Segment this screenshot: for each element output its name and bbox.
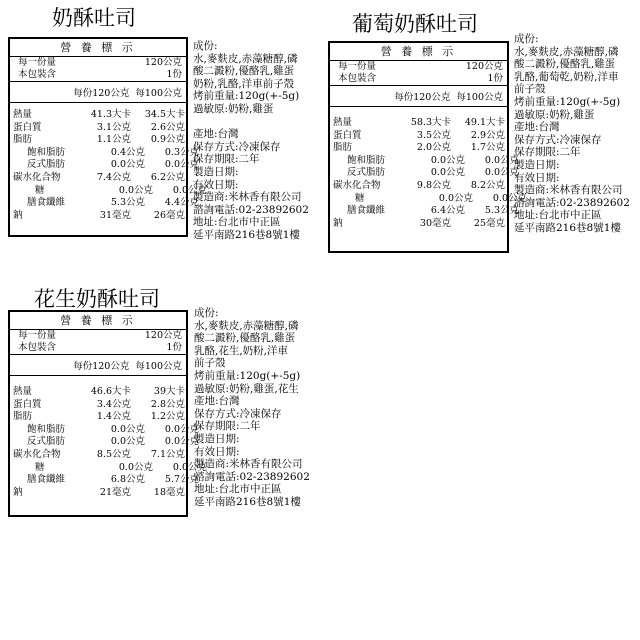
info-line: 保存期限:二年 bbox=[193, 153, 260, 166]
product-title: 葡萄奶酥吐司 bbox=[352, 12, 478, 36]
info-line: 水,麥麩皮,赤藻糖醇,磷 bbox=[193, 52, 298, 65]
nutrient-per-100g: 8.2公克 bbox=[470, 179, 505, 191]
info-line: 酸二澱粉,優酪乳,雞蛋 bbox=[193, 65, 295, 78]
nutrient-per-serving: 21毫克 bbox=[99, 486, 131, 498]
nutrient-name: 糖 bbox=[35, 461, 45, 473]
info-line: 前子殼 bbox=[194, 357, 226, 370]
nutrient-per-100g: 4.4公克 bbox=[164, 197, 199, 209]
serving-size: 120公克 bbox=[465, 61, 503, 72]
info-line: 地址:台北市中正區 bbox=[194, 483, 282, 496]
nutrient-per-serving: 1.4公克 bbox=[96, 411, 131, 423]
info-line: 製造日期: bbox=[194, 432, 240, 445]
nutrient-row bbox=[10, 197, 199, 210]
nutrient-row bbox=[10, 474, 199, 487]
info-line: 成份: bbox=[193, 40, 218, 52]
nutrient-name: 脂肪 bbox=[13, 134, 33, 146]
info-line: 延平南路216巷8號1樓 bbox=[514, 221, 621, 234]
info-line: 過敏原:奶粉,雞蛋,花生 bbox=[194, 382, 299, 395]
info-line: 烤前重量:120g(+-5g) bbox=[193, 90, 300, 103]
nutrient-per-100g: 0.9公克 bbox=[150, 134, 185, 146]
nutrient-per-100g: 0.3公克 bbox=[164, 146, 199, 158]
nutrient-per-100g: 5.3公克 bbox=[484, 205, 519, 217]
info-line: 保存期限:二年 bbox=[514, 146, 581, 159]
nutrient-name: 熱量 bbox=[13, 386, 33, 397]
product-info bbox=[194, 307, 310, 509]
info-line: 延平南路216巷8號1樓 bbox=[193, 228, 300, 241]
info-line: 成份: bbox=[514, 33, 539, 45]
nutrient-per-serving: 6.8公克 bbox=[110, 474, 145, 486]
nutrient-per-100g: 25毫克 bbox=[473, 217, 505, 229]
nutrient-name: 糖 bbox=[355, 192, 365, 204]
nutrient-per-serving: 2.0公克 bbox=[416, 142, 451, 154]
nutrient-row bbox=[10, 449, 186, 462]
info-line: 有效日期: bbox=[193, 178, 239, 191]
nutrient-name: 反式脂肪 bbox=[347, 167, 386, 179]
info-line: 有效日期: bbox=[514, 171, 560, 184]
label-header: 營 養 標 示 bbox=[330, 43, 507, 61]
nutrient-name: 蛋白質 bbox=[13, 121, 42, 133]
info-line: 烤前重量:120g(+-5g) bbox=[514, 95, 621, 108]
col-per-serving: 每份120公克 bbox=[73, 361, 130, 372]
nutrient-per-serving: 9.8公克 bbox=[416, 179, 451, 191]
nutrient-per-100g: 34.5大卡 bbox=[144, 109, 185, 120]
product-title: 奶酥吐司 bbox=[52, 6, 136, 30]
info-line: 製造日期: bbox=[193, 165, 239, 178]
nutrient-per-100g: 49.1大卡 bbox=[464, 117, 505, 128]
nutrient-name: 熱量 bbox=[13, 109, 33, 120]
nutrition-label bbox=[8, 310, 207, 517]
servings: 1份 bbox=[166, 69, 182, 80]
info-line: 水,麥麩皮,赤藻糖醇,磷 bbox=[194, 319, 299, 332]
nutrient-per-100g: 0.0公克 bbox=[492, 192, 527, 204]
info-line: 產地:台灣 bbox=[193, 128, 239, 141]
nutrient-per-serving: 3.4公克 bbox=[96, 398, 131, 410]
serving-size-label: 每一份量 bbox=[18, 330, 57, 341]
info-line: 諮詢電話:02-23892602 bbox=[193, 203, 309, 216]
info-line: 諮詢電話:02-23892602 bbox=[514, 196, 630, 209]
info-line: 延平南路216巷8號1樓 bbox=[194, 495, 301, 508]
servings: 1份 bbox=[487, 73, 503, 84]
nutrient-name: 蛋白質 bbox=[13, 398, 42, 410]
nutrient-row bbox=[10, 399, 186, 412]
nutrient-row bbox=[10, 210, 186, 223]
nutrient-name: 脂肪 bbox=[13, 411, 33, 423]
nutrient-row bbox=[330, 192, 527, 206]
nutrient-per-100g: 0.0公克 bbox=[172, 184, 207, 196]
nutrient-per-serving: 0.4公克 bbox=[110, 146, 145, 158]
nutrient-row bbox=[330, 142, 507, 155]
nutrient-row bbox=[330, 117, 507, 130]
nutrient-name: 鈉 bbox=[333, 217, 343, 229]
info-line: 製造商:米林香有限公司 bbox=[193, 191, 302, 204]
product-title: 花生奶酥吐司 bbox=[34, 287, 160, 311]
nutrient-per-serving: 3.1公克 bbox=[96, 121, 131, 133]
info-line: 過敏原:奶粉,雞蛋 bbox=[514, 108, 595, 121]
nutrient-row bbox=[330, 205, 519, 218]
info-line: 諮詢電話:02-23892602 bbox=[194, 470, 310, 483]
nutrient-name: 熱量 bbox=[333, 117, 353, 128]
nutrient-per-100g: 18毫克 bbox=[153, 486, 185, 498]
info-line: 產地:台灣 bbox=[514, 121, 560, 134]
nutrition-label bbox=[328, 41, 527, 253]
col-per-100g: 每100公克 bbox=[456, 92, 503, 103]
nutrient-row bbox=[10, 184, 207, 198]
servings-label: 本包裝含 bbox=[18, 342, 57, 353]
nutrient-row bbox=[10, 134, 186, 147]
nutrient-row bbox=[10, 159, 199, 172]
nutrient-row bbox=[330, 167, 519, 180]
nutrient-per-serving: 8.5公克 bbox=[96, 448, 131, 460]
nutrient-per-serving: 0.0公克 bbox=[430, 154, 465, 166]
nutrient-per-serving: 7.4公克 bbox=[96, 171, 131, 183]
serving-size: 120公克 bbox=[144, 330, 182, 341]
nutrient-rows bbox=[10, 109, 207, 222]
nutrient-per-serving: 0.0公克 bbox=[118, 461, 153, 473]
info-line: 地址:台北市中正區 bbox=[193, 216, 281, 229]
nutrient-per-100g: 2.6公克 bbox=[150, 121, 185, 133]
nutrient-per-serving: 6.4公克 bbox=[430, 205, 465, 217]
nutrient-name: 飽和脂肪 bbox=[347, 154, 386, 166]
nutrient-name: 鈉 bbox=[13, 209, 23, 221]
nutrient-per-100g: 0.0公克 bbox=[484, 167, 519, 179]
nutrient-per-serving: 0.0公克 bbox=[110, 159, 145, 171]
info-line: 水,麥麩皮,赤藻糖醇,磷 bbox=[514, 45, 619, 58]
nutrient-per-100g: 1.2公克 bbox=[150, 411, 185, 423]
nutrient-row bbox=[330, 180, 507, 193]
nutrient-rows bbox=[330, 117, 527, 230]
nutrient-name: 碳水化合物 bbox=[333, 179, 381, 191]
nutrient-per-serving: 30毫克 bbox=[419, 217, 451, 229]
nutrient-per-100g: 5.7公克 bbox=[164, 474, 199, 486]
nutrient-name: 碳水化合物 bbox=[13, 171, 61, 183]
nutrient-name: 脂肪 bbox=[333, 142, 353, 154]
info-line: 製造日期: bbox=[514, 158, 560, 171]
nutrient-per-serving: 31毫克 bbox=[99, 209, 131, 221]
info-line: 地址:台北市中正區 bbox=[514, 209, 602, 222]
servings-label: 本包裝含 bbox=[338, 73, 377, 84]
nutrient-row bbox=[10, 109, 186, 122]
nutrient-name: 反式脂肪 bbox=[27, 436, 66, 448]
nutrient-per-serving: 0.0公克 bbox=[110, 436, 145, 448]
nutrient-row bbox=[10, 461, 207, 475]
info-line: 酸二澱粉,優酪乳,雞蛋 bbox=[514, 58, 616, 71]
nutrient-row bbox=[10, 423, 199, 437]
info-line: 保存方式:冷凍保存 bbox=[193, 140, 281, 153]
nutrient-per-100g: 2.9公克 bbox=[470, 129, 505, 141]
nutrient-row bbox=[10, 146, 199, 160]
label-header: 營 養 標 示 bbox=[10, 39, 186, 57]
servings: 1份 bbox=[166, 342, 182, 353]
nutrient-name: 碳水化合物 bbox=[13, 448, 61, 460]
nutrient-row bbox=[330, 130, 507, 143]
nutrient-per-100g: 0.0公克 bbox=[164, 423, 199, 435]
nutrient-row bbox=[330, 154, 519, 168]
serving-size-label: 每一份量 bbox=[18, 57, 57, 68]
nutrient-per-100g: 0.0公克 bbox=[172, 461, 207, 473]
nutrient-name: 反式脂肪 bbox=[27, 159, 66, 171]
nutrient-per-100g: 6.2公克 bbox=[150, 171, 185, 183]
info-line: 保存方式:冷凍保存 bbox=[514, 133, 602, 146]
nutrient-per-serving: 0.0公克 bbox=[110, 423, 145, 435]
info-line: 保存方式:冷凍保存 bbox=[194, 407, 282, 420]
nutrient-name: 膳食纖維 bbox=[27, 474, 66, 486]
nutrient-per-100g: 0.0公克 bbox=[484, 154, 519, 166]
info-line: 有效日期: bbox=[194, 445, 240, 458]
info-line: 成份: bbox=[194, 307, 219, 319]
nutrient-per-100g: 0.0公克 bbox=[164, 436, 199, 448]
nutrient-row bbox=[10, 386, 186, 399]
nutrient-per-100g: 39大卡 bbox=[153, 386, 185, 397]
info-line bbox=[193, 116, 309, 129]
nutrient-row bbox=[10, 487, 186, 500]
col-per-serving: 每份120公克 bbox=[73, 88, 130, 99]
nutrient-per-100g: 2.8公克 bbox=[150, 398, 185, 410]
info-line: 烤前重量:120g(+-5g) bbox=[194, 369, 301, 382]
servings-label: 本包裝含 bbox=[18, 69, 57, 80]
nutrient-per-100g: 26毫克 bbox=[153, 209, 185, 221]
product-info bbox=[193, 40, 309, 242]
col-per-100g: 每100公克 bbox=[135, 361, 182, 372]
nutrient-rows bbox=[10, 386, 207, 499]
col-per-100g: 每100公克 bbox=[135, 88, 182, 99]
info-line: 奶粉,乳酪,洋車前子殼 bbox=[193, 77, 295, 90]
nutrient-row bbox=[10, 122, 186, 135]
nutrient-name: 飽和脂肪 bbox=[27, 146, 66, 158]
serving-size-label: 每一份量 bbox=[338, 61, 377, 72]
nutrient-name: 糖 bbox=[35, 184, 45, 196]
info-line: 產地:台灣 bbox=[194, 395, 240, 408]
product-info bbox=[514, 33, 630, 235]
nutrient-row bbox=[10, 172, 186, 185]
nutrient-per-serving: 3.5公克 bbox=[416, 129, 451, 141]
nutrient-per-serving: 41.3大卡 bbox=[90, 109, 131, 120]
label-header: 營 養 標 示 bbox=[10, 312, 186, 330]
info-line: 前子殼 bbox=[514, 83, 546, 96]
nutrient-per-serving: 46.6大卡 bbox=[90, 386, 131, 397]
info-line: 乳酪,花生,奶粉,洋車 bbox=[194, 344, 289, 357]
nutrient-per-serving: 5.3公克 bbox=[110, 197, 145, 209]
nutrient-per-serving: 0.0公克 bbox=[430, 167, 465, 179]
nutrient-per-serving: 0.0公克 bbox=[438, 192, 473, 204]
nutrient-per-100g: 0.0公克 bbox=[164, 159, 199, 171]
nutrient-name: 飽和脂肪 bbox=[27, 423, 66, 435]
nutrient-per-100g: 1.7公克 bbox=[470, 142, 505, 154]
nutrient-name: 膳食纖維 bbox=[27, 197, 66, 209]
serving-size: 120公克 bbox=[144, 57, 182, 68]
nutrient-per-100g: 7.1公克 bbox=[150, 448, 185, 460]
nutrient-name: 膳食纖維 bbox=[347, 205, 386, 217]
info-line: 製造商:米林香有限公司 bbox=[194, 458, 303, 471]
info-line: 乳酪,葡萄乾,奶粉,洋車 bbox=[514, 70, 619, 83]
info-line: 保存期限:二年 bbox=[194, 420, 261, 433]
nutrient-row bbox=[330, 218, 507, 231]
nutrient-per-serving: 0.0公克 bbox=[118, 184, 153, 196]
col-per-serving: 每份120公克 bbox=[394, 92, 451, 103]
nutrient-per-serving: 58.3大卡 bbox=[410, 117, 451, 128]
nutrient-row bbox=[10, 411, 186, 424]
nutrient-row bbox=[10, 436, 199, 449]
info-line: 過敏原:奶粉,雞蛋 bbox=[193, 102, 274, 115]
info-line: 酸二澱粉,優酪乳,雞蛋 bbox=[194, 332, 296, 345]
nutrient-name: 蛋白質 bbox=[333, 129, 362, 141]
nutrient-name: 鈉 bbox=[13, 486, 23, 498]
info-line: 製造商:米林香有限公司 bbox=[514, 184, 623, 197]
nutrient-per-serving: 1.1公克 bbox=[96, 134, 131, 146]
